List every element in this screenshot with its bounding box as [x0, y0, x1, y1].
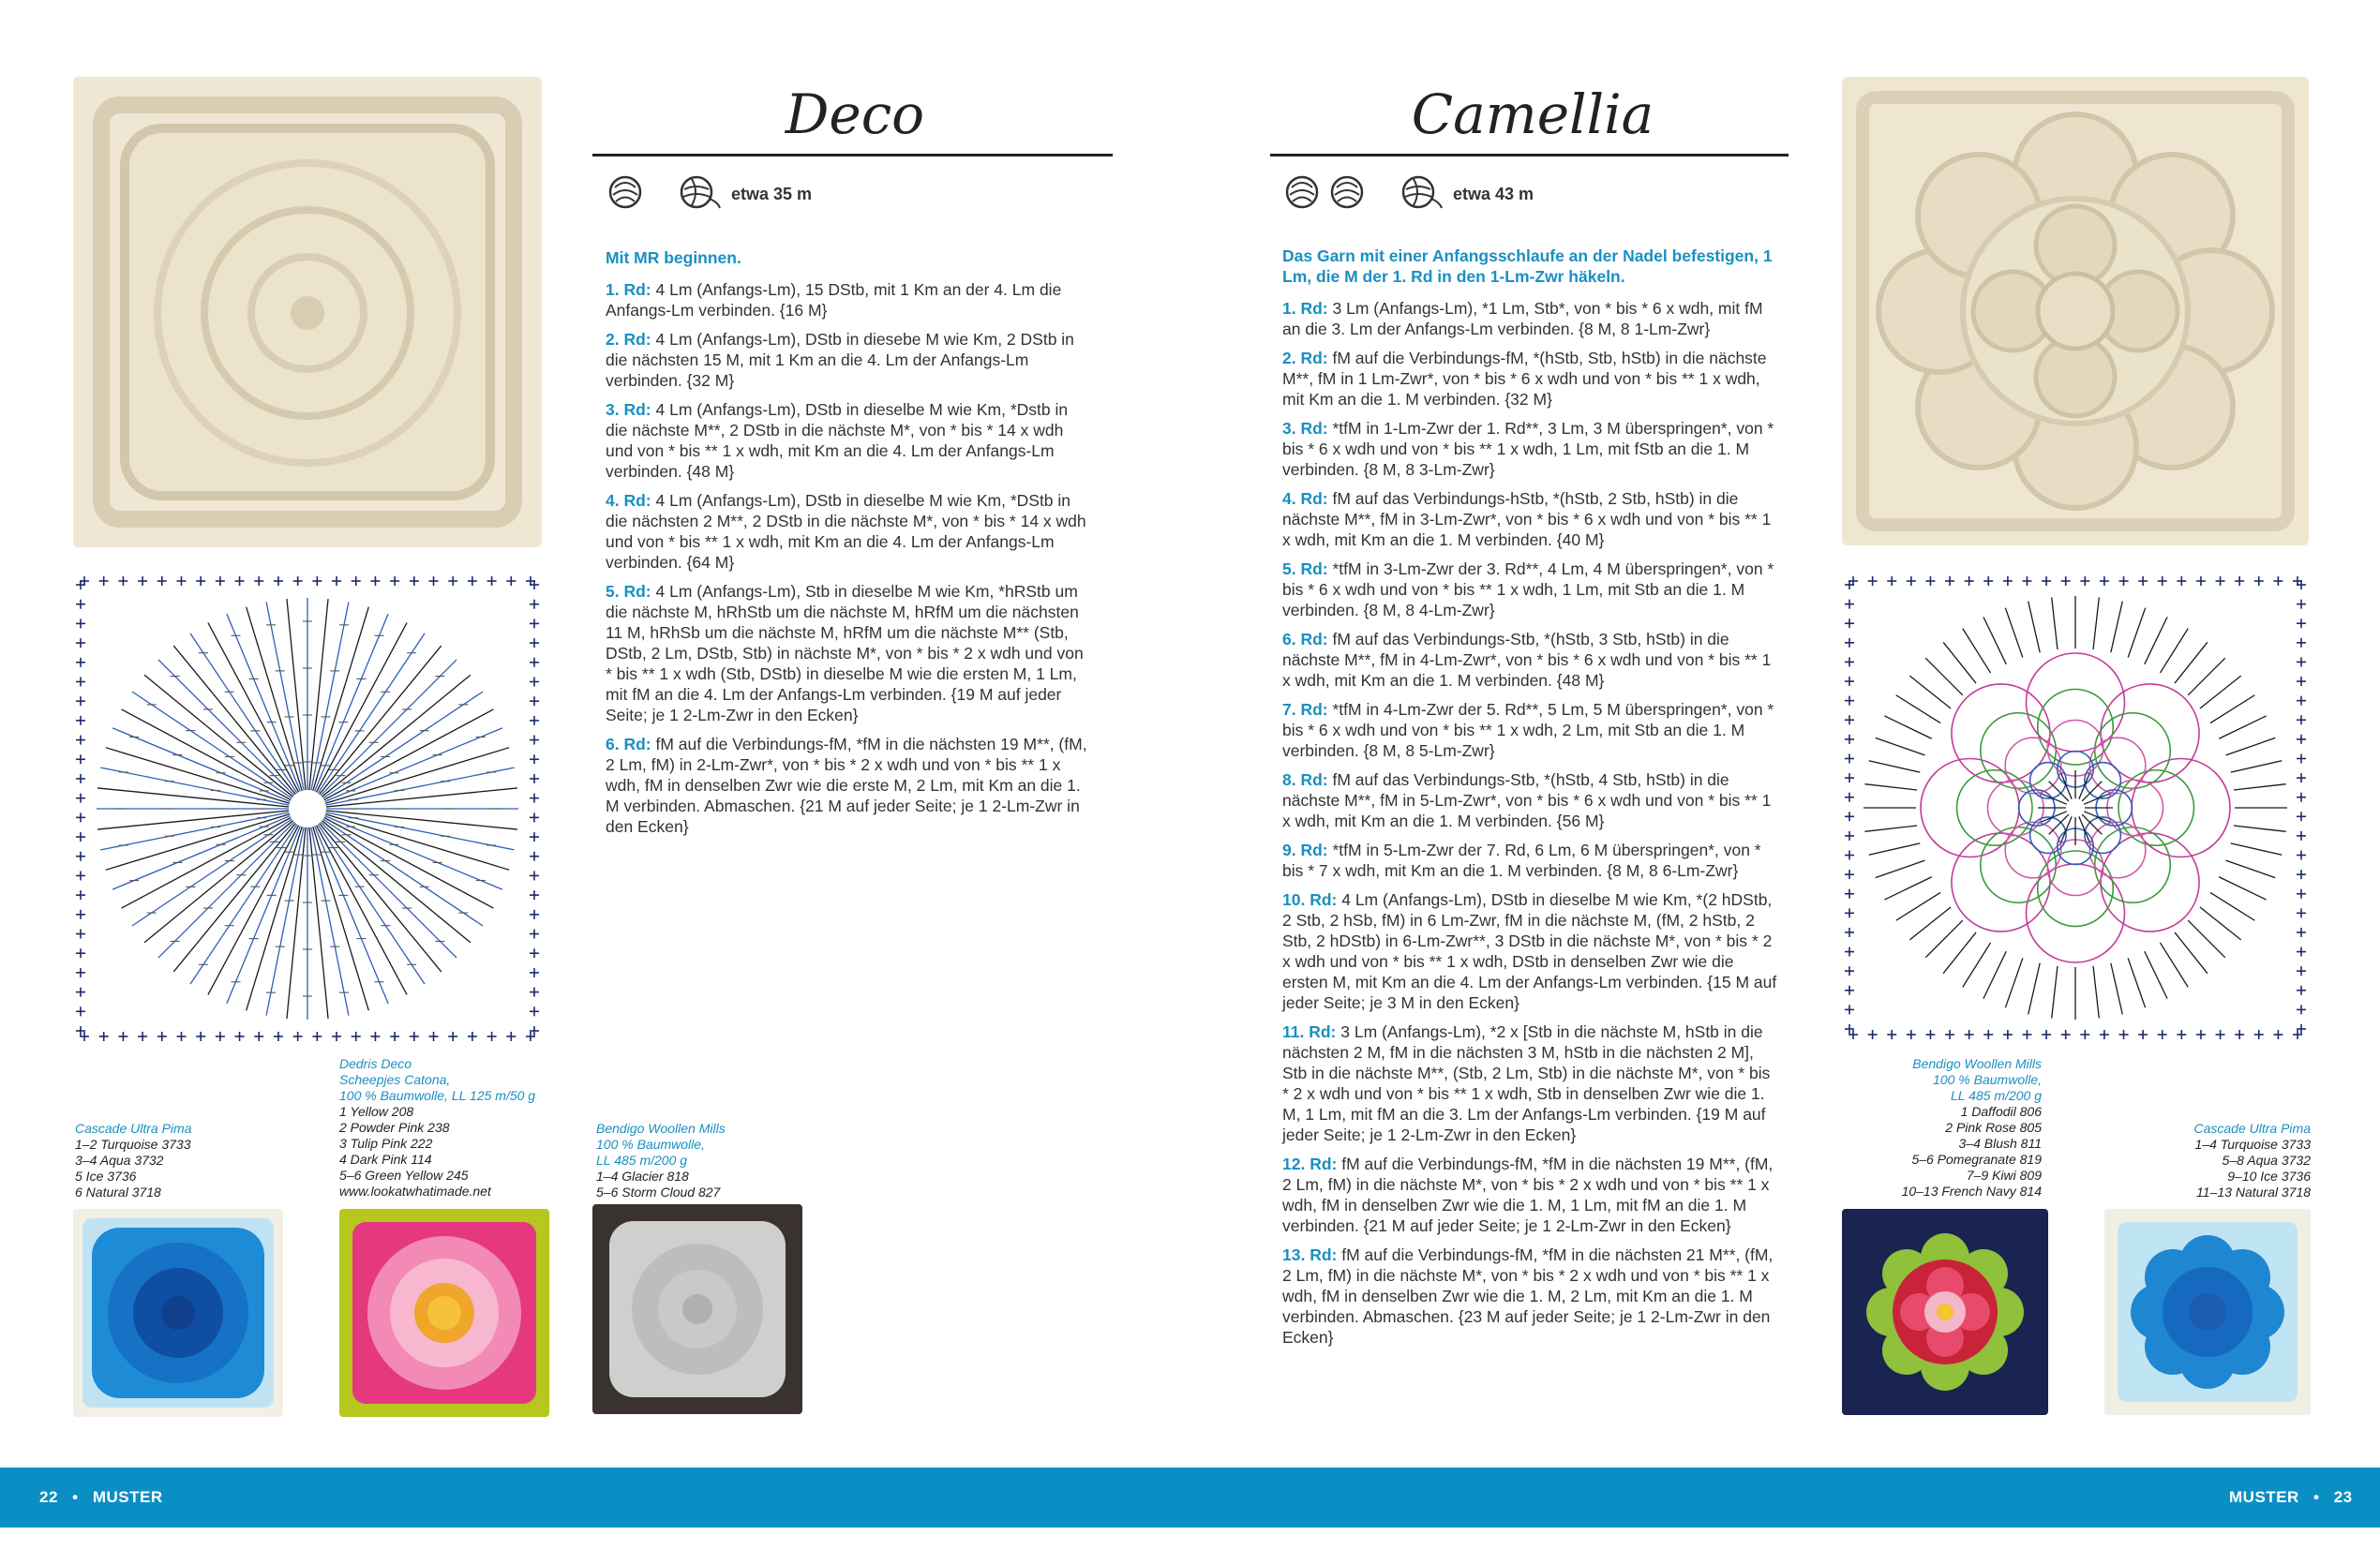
round-label: 6. Rd: [1282, 630, 1328, 648]
chart-stitch [2005, 608, 2022, 658]
chart-stitch [1963, 629, 1991, 673]
yarn-info-bendigo-left: Bendigo Woollen Mills 100 % Baumwolle, LL 485 m/200 g 1–4 Glacier 818 5–6 Storm Cloud 827 [596, 1121, 726, 1200]
chart-stitch [2160, 943, 2188, 987]
chart-stitch [266, 602, 304, 790]
round-instruction [1282, 889, 1781, 1013]
round-label: 3. Rd: [606, 400, 651, 419]
chart-stitch [2200, 676, 2241, 708]
chart-stitch [2219, 877, 2266, 900]
round-label: 2. Rd: [1282, 349, 1328, 367]
round-label: 3. Rd: [1282, 419, 1328, 438]
chart-stitch [2028, 963, 2040, 1015]
chart-stitch [2052, 597, 2058, 649]
deco-meta [607, 174, 812, 215]
chart-stitch [1876, 738, 1925, 754]
chart-stitch [106, 814, 290, 871]
round-instruction [1282, 769, 1781, 831]
chart-stitch [2145, 951, 2167, 998]
chart-petal [2095, 713, 2171, 789]
chart-stitch [2005, 958, 2022, 1007]
chart-stitch [1943, 932, 1976, 974]
chart-stitch [2175, 932, 2208, 974]
chart-stitch [2210, 892, 2254, 920]
deco-title: Deco [785, 82, 925, 146]
round-label: 4. Rd: [606, 491, 651, 510]
yarn-ball-icon [1400, 174, 1444, 215]
chart-stitch [2028, 602, 2040, 653]
chart-stitch [1876, 860, 1925, 877]
page-footer-bar [0, 1468, 2380, 1528]
chart-stitch [2128, 958, 2145, 1007]
camellia-photo [1842, 77, 2309, 545]
chart-stitch [173, 646, 295, 794]
round-text: fM auf die Verbindungs-fM, *fM in die nächsten 19 M**, (fM, 2 Lm, fM) in die nächste M*, von * bis * 2 x wdh und von * bis ** 1 x wdh, fM in denselben Zwr wie die 1. M, 1 Lm, mit fM an die 1. M verbinden. {21 M auf jeder Seite; je 1 2-Lm-Zwr in den Ecken} [1282, 1155, 1774, 1235]
deco-title-rule [592, 154, 1113, 156]
round-text: *tfM in 1-Lm-Zwr der 1. Rd**, 3 Lm, 3 M überspringen*, von * bis * 6 x wdh und von * bis ** 1 x wdh, 1 Lm, mit fStb an die 1. M verbinden. {8 M, 8 3-Lm-Zwr} [1282, 419, 1774, 479]
deco-crochet-chart [73, 574, 542, 1044]
round-label: 7. Rd: [1282, 700, 1328, 719]
round-instruction [606, 734, 1093, 837]
round-instruction [1282, 1154, 1781, 1236]
footer-right: MUSTER • 23 [2229, 1488, 2353, 1506]
swatch-deco-pink [339, 1209, 549, 1417]
round-label: 8. Rd: [1282, 770, 1328, 789]
chart-stitch [190, 633, 297, 793]
chart-petal [2027, 864, 2125, 962]
chart-petal [2095, 827, 2171, 903]
round-text: 3 Lm (Anfangs-Lm), *1 Lm, Stb*, von * bis * 6 x wdh, mit fM an die 3. Lm der Anfangs-Lm verbinden. {8 M, 8 1-Lm-Zwr} [1282, 299, 1763, 338]
swatch-deco-grey [592, 1204, 802, 1414]
chart-stitch [2234, 826, 2286, 831]
round-instruction [606, 490, 1093, 573]
chart-stitch [2093, 597, 2099, 649]
round-text: fM auf das Verbindungs-Stb, *(hStb, 4 Stb, hStb) in die nächste M**, fM in 5-Lm-Zwr*, von * bis * 6 x wdh und von * bis ** 1 x wdh, mit Km an die 1. M verbinden. {56 M} [1282, 770, 1772, 830]
chart-stitch [1963, 943, 1991, 987]
round-label: 2. Rd: [606, 330, 651, 349]
round-label: 11. Rd: [1282, 1022, 1337, 1041]
chart-stitch [2160, 629, 2188, 673]
chart-stitch [2200, 907, 2241, 940]
round-instruction [1282, 840, 1781, 881]
chart-stitch [208, 623, 299, 793]
chart-stitch [1983, 617, 2006, 663]
chart-petal [1981, 827, 2057, 903]
round-text: fM auf die Verbindungs-fM, *fM in die nächsten 21 M**, (fM, 2 Lm, fM) in die nächste M*, von * bis * 2 x wdh und von * bis ** 1 x wdh, fM in denselben Zwr wie die 1. M, 2 Lm, mit Km an die 1. M verbinden. Abmaschen. {23 M auf jeder Seite; je 1 2-Lm-Zwr in den Ecken} [1282, 1245, 1774, 1347]
swatch-camellia-blue [2104, 1209, 2311, 1415]
section-label-left: MUSTER [92, 1488, 163, 1506]
camellia-title-rule [1270, 154, 1789, 156]
section-label-right: MUSTER [2229, 1488, 2299, 1506]
round-text: *tfM in 3-Lm-Zwr der 3. Rd**, 4 Lm, 4 M überspringen*, von * bis * 6 x wdh und von * bis ** 1 x wdh, 1 Lm, mit Stb an die 1. M verbinden. {8 M, 8 4-Lm-Zwr} [1282, 559, 1774, 619]
camellia-intro: Das Garn mit einer Anfangsschlaufe an der Nadel befestigen, 1 Lm, die M der 1. Rd in den 1-Lm-Zwr häkeln. [1282, 246, 1773, 286]
round-instruction [1282, 699, 1781, 761]
round-instruction [606, 581, 1093, 725]
round-text: *tfM in 5-Lm-Zwr der 7. Rd, 6 Lm, 6 M überspringen*, von * bis * 7 x wdh, mit Km an die 1. M verbinden. {8 M, 8 6-Lm-Zwr} [1282, 841, 1761, 880]
chart-stitch [1925, 658, 1963, 695]
chart-stitch [316, 623, 407, 793]
yarn-info-bendigo-right: Bendigo Woollen Mills 100 % Baumwolle, LL 485 m/200 g 1 Daffodil 806 2 Pink Rose 805 3–4 Blush 811 5–6 Pomegranate 819 7–9 Kiwi 809 10–13 French Navy 814 [1901, 1056, 2042, 1199]
camellia-instructions [1282, 246, 1781, 1356]
chart-stitch [1909, 676, 1951, 708]
chart-stitch [2111, 963, 2122, 1015]
round-label: 1. Rd: [1282, 299, 1328, 318]
chart-stitch [2093, 966, 2099, 1019]
round-text: fM auf die Verbindungs-fM, *fM in die nächsten 19 M**, (fM, 2 Lm, fM) in 2-Lm-Zwr*, von * bis * 2 x wdh und von * bis ** 1 x wdh, fM in denselben Zwr wie die erste M, 2 Lm, mit Km an die 1. M verbinden. Abmaschen. {21 M auf jeder Seite; je 1 2-Lm-Zwr in den Ecken} [606, 735, 1087, 836]
chart-stitch [106, 748, 290, 804]
camellia-yarn-amount: etwa 43 m [1453, 185, 1534, 203]
chart-stitch [122, 709, 292, 800]
chart-stitch [318, 633, 425, 793]
round-instruction [606, 399, 1093, 482]
deco-instructions [606, 247, 1093, 845]
chart-stitch [311, 827, 349, 1016]
yarn-ball-icon [679, 174, 722, 215]
round-instruction [1282, 488, 1781, 550]
chart-petal [2132, 759, 2230, 857]
chart-stitch [2210, 695, 2254, 723]
chart-stitch [2111, 602, 2122, 653]
round-label: 1. Rd: [606, 280, 651, 299]
swatch-deco-blue [73, 1209, 283, 1417]
camellia-title: Camellia [1411, 82, 1654, 146]
chart-stitch [122, 817, 292, 908]
chart-stitch [2231, 843, 2283, 855]
chart-stitch [1869, 761, 1921, 772]
chart-stitch [1884, 877, 1931, 900]
yarn-info-cascade-left: Cascade Ultra Pima 1–2 Turquoise 3733 3–4 Aqua 3732 5 Ice 3736 6 Natural 3718 [75, 1121, 192, 1200]
round-instruction [1282, 1244, 1781, 1348]
round-text: 4 Lm (Anfangs-Lm), DStb in dieselbe M wie Km, *DStb in die nächsten 2 M**, 2 DStb in die nächste M*, von * bis * 14 x wdh und von * bis ** 1 x wdh, mit Km an die 4. Lm der Anfangs-Lm verbinden. {64 M} [606, 491, 1086, 572]
chart-stitch [2145, 617, 2167, 663]
chart-stitch [325, 814, 509, 871]
round-text: fM auf die Verbindungs-fM, *(hStb, Stb, hStb) in die nächste M**, fM in 1 Lm-Zwr*, von * bis * 6 x wdh und von * bis ** 1 x wdh, mit Km an die 1. M verbinden. {32 M} [1282, 349, 1767, 409]
chart-stitch [1896, 695, 1940, 723]
round-label: 9. Rd: [1282, 841, 1328, 859]
chart-stitch [325, 748, 509, 804]
chart-stitch [144, 675, 292, 797]
yarn-info-cascade-right: Cascade Ultra Pima 1–4 Turquoise 3733 5–8 Aqua 3732 9–10 Ice 3736 11–13 Natural 3718 [2193, 1121, 2311, 1200]
chart-stitch [320, 646, 442, 794]
chart-petal [1981, 713, 2057, 789]
chart-stitch [2175, 642, 2208, 683]
chart-stitch [2225, 860, 2275, 877]
footer-left: 22 • MUSTER [39, 1488, 163, 1506]
difficulty-icon [1284, 174, 1320, 215]
chart-stitch [2219, 716, 2266, 738]
round-instruction [606, 329, 1093, 391]
chart-stitch [1983, 951, 2006, 998]
round-text: 4 Lm (Anfangs-Lm), DStb in dieselbe M wie Km, *(2 hDStb, 2 Stb, 2 hSb, fM) in 6 Lm-Zwr, fM in die nächste M, (fM, 2 hStb, 2 Stb, 2 hDStb) in 6-Lm-Zwr**, 3 DStb in die nächste M*, von * bis * 2 x wdh und von * bis ** 1 x wdh, DStb in denselben Zwr wie die ersten M, mit Km an die 4. Lm der Anfangs-Lm verbinden. {15 M auf jeder Seite; je 3 M in den Ecken} [1282, 890, 1777, 1012]
chart-stitch [173, 823, 295, 971]
round-text: fM auf das Verbindungs-hStb, *(hStb, 2 Stb, hStb) in die nächste M**, fM in 3-Lm-Zwr*, von * bis * 6 x wdh und von * bis ** 1 x wdh, mit Km an die 1. M verbinden. {40 M} [1282, 489, 1772, 549]
chart-stitch [190, 825, 297, 984]
round-text: 4 Lm (Anfangs-Lm), DStb in diesebe M wie Km, 2 DStb in die nächsten 15 M, mit 1 Km an die 4. Lm der Anfangs-Lm verbinden. {32 M} [606, 330, 1074, 390]
round-label: 13. Rd: [1282, 1245, 1338, 1264]
deco-intro: Mit MR beginnen. [606, 248, 741, 267]
difficulty-icon [1329, 174, 1365, 215]
chart-stitch [1884, 716, 1931, 738]
chart-stitch [2128, 608, 2145, 658]
chart-stitch [311, 602, 349, 790]
chart-stitch [318, 825, 425, 984]
swatch-camellia-navy [1842, 1209, 2048, 1415]
chart-petal [2027, 653, 2125, 752]
yarn-info-scheepjes: Dedris Deco Scheepjes Catona, 100 % Baumwolle, LL 125 m/50 g 1 Yellow 208 2 Powder Pink 238 3 Tulip Pink 222 4 Dark Pink 114 5–6 Green Yellow 245 www.lookatwhatimade.net [339, 1056, 536, 1199]
chart-stitch [2225, 738, 2275, 754]
chart-stitch [320, 823, 442, 971]
round-label: 4. Rd: [1282, 489, 1328, 508]
camellia-crochet-chart [1842, 574, 2309, 1042]
chart-stitch [1925, 920, 1963, 958]
chart-stitch [1864, 784, 1917, 790]
page-number-left: 22 [39, 1488, 58, 1506]
chart-stitch [1864, 826, 1917, 831]
round-label: 12. Rd: [1282, 1155, 1338, 1173]
chart-stitch [324, 709, 494, 800]
round-text: 4 Lm (Anfangs-Lm), Stb in dieselbe M wie Km, *hRStb um die nächste M, hRhStb um die nächste M, hRfM um die nächsten 11 M, hRhSb um die nächste M, hRfM um die nächste M** (Stb, DStb, 2 Lm, DStb, Stb) in nächste M*, von * bis * 2 x wdh und von * bis ** 1 x wdh (Stb, DStb) in dieselbe M wie die ersten M, 1 Lm, mit fM an die 4. Lm der Anfangs-Lm verbinden. {19 M auf jeder Seite; je 1 2-Lm-Zwr in den Ecken} [606, 582, 1084, 724]
round-instruction [1282, 348, 1781, 410]
round-text: 4 Lm (Anfangs-Lm), DStb in dieselbe M wie Km, *Dstb in die nächste M**, 2 DStb in die nächste M*, von * bis * 14 x wdh und von * bis ** 1 x wdh, mit Km an die 4. Lm der Anfangs-Lm verbinden. {48 M} [606, 400, 1069, 481]
chart-stitch [324, 817, 494, 908]
round-instruction [1282, 418, 1781, 480]
chart-stitch [2231, 761, 2283, 772]
chart-stitch [1896, 892, 1940, 920]
chart-petal [1921, 759, 2019, 857]
round-label: 5. Rd: [1282, 559, 1328, 578]
chart-stitch [208, 826, 299, 995]
chart-stitch [2188, 658, 2225, 695]
chart-stitch [2052, 966, 2058, 1019]
round-instruction [1282, 629, 1781, 691]
chart-stitch [1909, 907, 1951, 940]
deco-photo [73, 77, 542, 547]
round-text: 4 Lm (Anfangs-Lm), 15 DStb, mit 1 Km an der 4. Lm die Anfangs-Lm verbinden. {16 M} [606, 280, 1062, 320]
chart-stitch [266, 827, 304, 1016]
round-instruction [1282, 559, 1781, 620]
round-instruction [1282, 1021, 1781, 1145]
round-label: 6. Rd: [606, 735, 651, 753]
round-text: 3 Lm (Anfangs-Lm), *2 x [Stb in die nächste M, hStb in die nächsten 2 M, fM in die nächsten 3 M, hStb in die nächsten 2 M], Stb in die nächste M**, (Stb, 2 Lm, Stb) in die nächste M*, von * bis * 2 x wdh und von * bis ** 1 x wdh, Stb in denselben Zwr wie die 1. M, 1 Lm, mit fM an die 3. Lm der Anfangs-Lm verbinden. {19 M auf jeder Seite; je 1 2-Lm-Zwr in den Ecken} [1282, 1022, 1771, 1144]
chart-stitch [2234, 784, 2286, 790]
chart-stitch [2188, 920, 2225, 958]
round-label: 5. Rd: [606, 582, 651, 601]
camellia-meta [1284, 174, 1534, 215]
round-text: *tfM in 4-Lm-Zwr der 5. Rd**, 5 Lm, 5 M überspringen*, von * bis * 6 x wdh und von * bis ** 1 x wdh, 2 Lm, mit Stb an die 1. M verbinden. {8 M, 8 5-Lm-Zwr} [1282, 700, 1774, 760]
chart-stitch [1869, 843, 1921, 855]
chart-stitch [144, 821, 292, 943]
deco-yarn-amount: etwa 35 m [731, 185, 813, 203]
chart-stitch [1943, 642, 1976, 683]
round-text: fM auf das Verbindungs-Stb, *(hStb, 3 Stb, hStb) in die nächste M**, fM in 4-Lm-Zwr*, von * bis * 6 x wdh und von * bis ** 1 x wdh, mit Km an die 1. M verbinden. {48 M} [1282, 630, 1772, 690]
round-instruction [606, 279, 1093, 320]
round-label: 10. Rd: [1282, 890, 1338, 909]
chart-stitch [316, 826, 407, 995]
chart-stitch [322, 821, 470, 943]
chart-stitch [322, 675, 470, 797]
difficulty-icon [607, 174, 643, 215]
round-instruction [1282, 298, 1781, 339]
page-number-right: 23 [2333, 1488, 2353, 1506]
